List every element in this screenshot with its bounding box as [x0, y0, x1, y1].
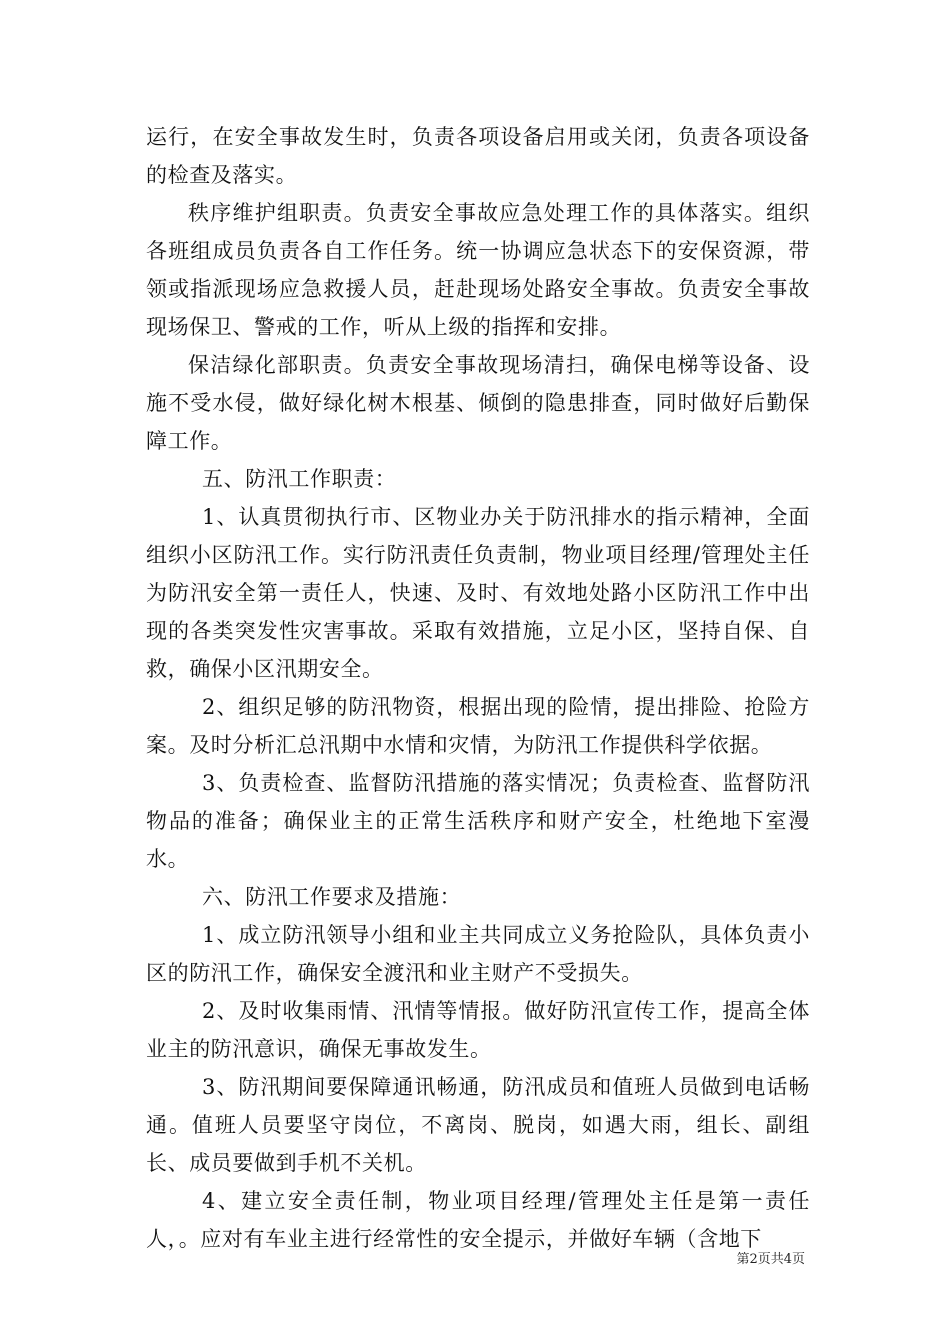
- paragraph-item-5-1: 1、认真贯彻执行市、区物业办关于防汛排水的指示精神，全面组织小区防汛工作。实行防汛责任负责制，物业项目经理/管理处主任为防汛安全第一责任人，快速、及时、有效地处路小区防汛工作中出现的各类突发性灾害事故。采取有效措施，立足小区，坚持自保、自救，确保小区汛期安全。: [146, 505, 810, 681]
- paragraph-continued: 运行，在安全事故发生时，负责各项设备启用或关闭，负责各项设备的检查及落实。: [146, 125, 810, 187]
- paragraph-item-5-2: 2、组织足够的防汛物资，根据出现的险情，提出排险、抢险方案。及时分析汇总汛期中水情和灾情，为防汛工作提供科学依据。: [146, 695, 810, 757]
- paragraph-item-5-3: 3、负责检查、监督防汛措施的落实情况；负责检查、监督防汛物品的准备；确保业主的正常生活秩序和财产安全，杜绝地下室漫水。: [146, 771, 810, 871]
- paragraph-item-6-2: 2、及时收集雨情、汛情等情报。做好防汛宣传工作，提高全体业主的防汛意识，确保无事故发生。: [146, 999, 810, 1061]
- document-body: [146, 118, 810, 1258]
- section-heading-5: 五、防汛工作职责：: [202, 467, 397, 491]
- paragraph-security-duties: 秩序维护组职责。负责安全事故应急处理工作的具体落实。组织各班组成员负责各自工作任务。统一协调应急状态下的安保资源，带领或指派现场应急救援人员，赶赴现场处路安全事故。负责安全事故现场保卫、警戒的工作，听从上级的指挥和安排。: [146, 201, 810, 339]
- paragraph-item-6-3: 3、防汛期间要保障通讯畅通，防汛成员和值班人员做到电话畅通。值班人员要坚守岗位，不离岗、脱岗，如遇大雨，组长、副组长、成员要做到手机不关机。: [146, 1075, 810, 1175]
- paragraph-item-6-4: 4、建立安全责任制，物业项目经理/管理处主任是第一责任人，。应对有车业主进行经常性的安全提示，并做好车辆（含地下: [146, 1189, 810, 1251]
- page-number: 第2页共4页: [736, 1252, 805, 1267]
- paragraph-cleaning-duties: 保洁绿化部职责。负责安全事故现场清扫，确保电梯等设备、设施不受水侵，做好绿化树木根基、倾倒的隐患排查，同时做好后勤保障工作。: [146, 353, 810, 453]
- paragraph-item-6-1: 1、成立防汛领导小组和业主共同成立义务抢险队，具体负责小区的防汛工作，确保安全渡汛和业主财产不受损失。: [146, 923, 810, 985]
- section-heading-6: 六、防汛工作要求及措施：: [202, 885, 462, 909]
